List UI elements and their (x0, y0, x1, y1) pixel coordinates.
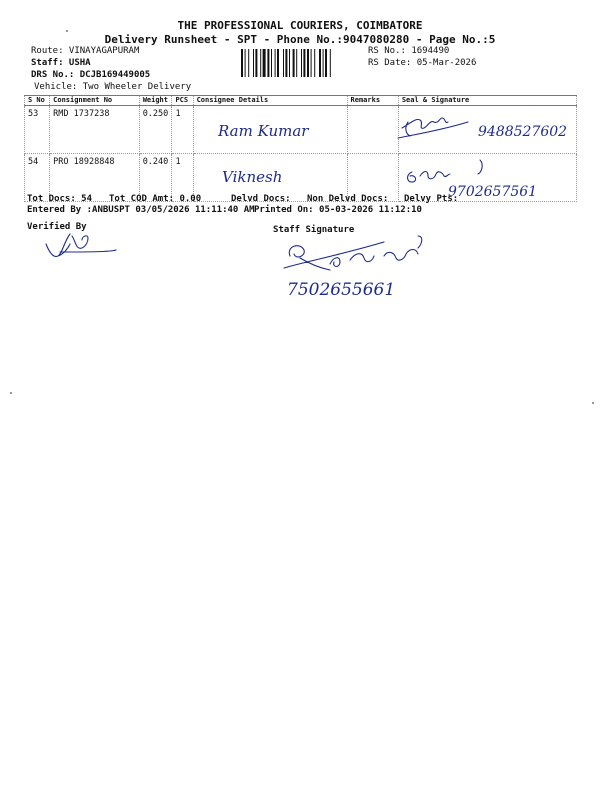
row-sno: 53 (25, 106, 50, 154)
col-consignment: Consignment No (50, 96, 140, 106)
scan-speck (66, 30, 68, 32)
row-remarks (347, 106, 398, 154)
consignee-handwriting-1: Ram Kumar (218, 122, 309, 140)
col-weight: Weight (139, 96, 172, 106)
row-pcs: 1 (172, 154, 193, 202)
col-pcs: PCS (172, 96, 193, 106)
verified-by-label: Verified By (27, 222, 87, 232)
consignee-handwriting-2: Viknesh (222, 168, 283, 186)
col-signature: Seal & Signature (398, 96, 576, 106)
runsheet-table (24, 95, 577, 202)
company-title: THE PROFESSIONAL COURIERS, COIMBATORE (177, 19, 423, 32)
tot-docs: Tot Docs: 54 (27, 194, 93, 204)
rs-number: RS No.: 1694490 (368, 46, 450, 56)
col-remarks: Remarks (347, 96, 398, 106)
signature-phone-2: 9702657561 (448, 184, 538, 200)
runsheet-subtitle: Delivery Runsheet - SPT - Phone No.:9047080280 - Page No.:5 (104, 33, 496, 46)
row-consignee (193, 106, 347, 154)
staff-signature-scribble (284, 236, 422, 270)
col-sno: S No (25, 96, 50, 106)
row-weight: 0.240 (139, 154, 172, 202)
table-header-row (25, 96, 577, 106)
row-weight: 0.250 (139, 106, 172, 154)
table-row (25, 154, 577, 202)
tot-cod: Tot COD Amt: 0.00 (109, 194, 202, 204)
staff-signature-label: Staff Signature (273, 225, 355, 235)
table-row (25, 106, 577, 154)
signature-phone-1: 9488527602 (478, 124, 568, 140)
delvd-docs: Delvd Docs: (231, 194, 291, 204)
row-seal (398, 106, 576, 154)
scan-speck (10, 392, 12, 394)
row-sno: 54 (25, 154, 50, 202)
delvy-pts: Delvy Pts: (404, 194, 459, 204)
verified-signature (46, 234, 116, 257)
staff-label: Staff: USHA (31, 58, 91, 68)
vehicle-label: Vehicle: Two Wheeler Delivery (34, 82, 192, 92)
barcode-image (241, 49, 363, 77)
scan-speck (592, 402, 594, 404)
row-consignment: RMD 1737238 (50, 106, 140, 154)
row-consignment: PRO 18928848 (50, 154, 140, 202)
col-consignee: Consignee Details (193, 96, 347, 106)
entered-by: Entered By :ANBUSPT 03/05/2026 11:11:40 AM (27, 205, 255, 215)
printed-on: Printed On: 05-03-2026 11:12:10 (254, 205, 422, 215)
rs-date: RS Date: 05-Mar-2026 (368, 58, 477, 68)
drs-label: DRS No.: DCJB169449005 (31, 70, 151, 80)
non-delvd-docs: Non Delvd Docs: (307, 194, 389, 204)
staff-phone-handwriting: 7502655661 (287, 280, 396, 300)
row-pcs: 1 (172, 106, 193, 154)
route-label: Route: VINAYAGAPURAM (31, 46, 140, 56)
